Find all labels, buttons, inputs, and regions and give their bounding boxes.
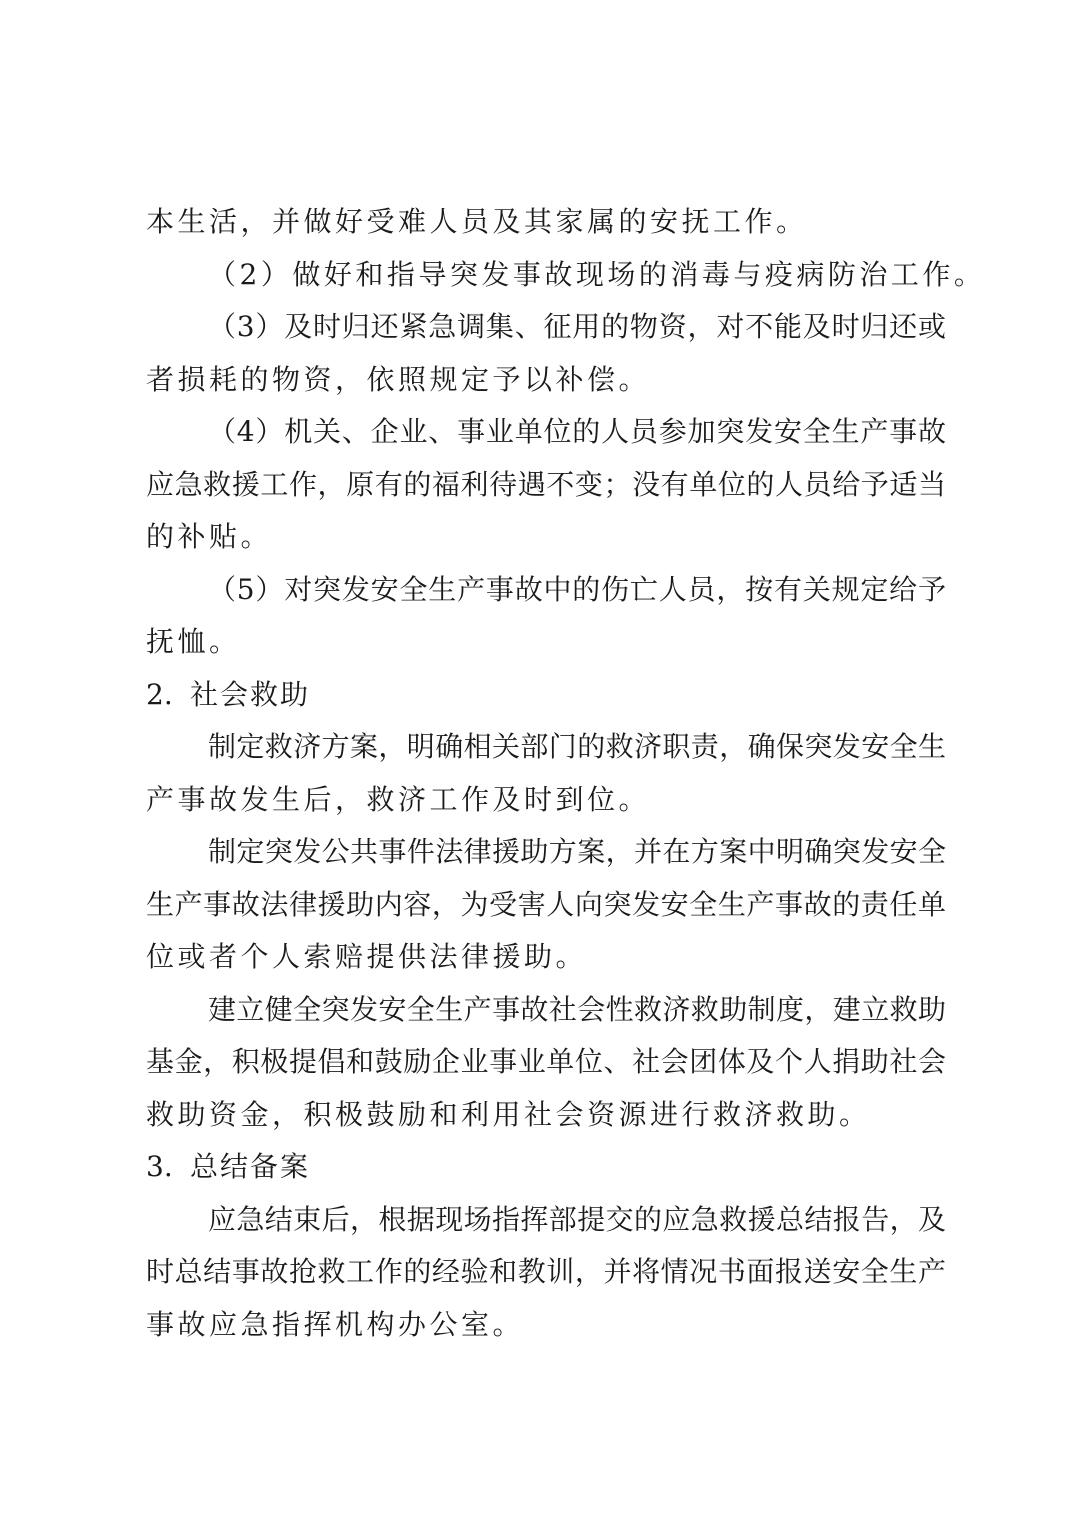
paragraph-line: 产事故发生后，救济工作及时到位。 <box>146 782 651 816</box>
paragraph-line: （4）机关、企业、事业单位的人员参加突发安全生产事故 <box>208 415 946 448</box>
paragraph-line: 的补贴。 <box>146 520 273 553</box>
paragraph-line: （3）及时归还紧急调集、征用的物资，对不能及时归还或 <box>208 310 946 343</box>
paragraph-line: 抚恤。 <box>146 625 241 658</box>
paragraph-line: 应急救援工作，原有的福利待遇不变；没有单位的人员给予适当 <box>146 467 946 501</box>
paragraph-line: 位或者个人索赔提供法律援助。 <box>146 940 588 973</box>
paragraph-line: 应急结束后，根据现场指挥部提交的应急救援总结报告，及 <box>208 1202 946 1236</box>
paragraph-line: 制定突发公共事件法律援助方案，并在方案中明确突发安全 <box>208 835 946 868</box>
paragraph-line: 生产事故法律援助内容，为受害人向突发安全生产事故的责任单 <box>146 887 946 921</box>
paragraph-line: 基金，积极提倡和鼓励企业事业单位、社会团体及个人捐助社会 <box>146 1045 946 1078</box>
paragraph-line: 者损耗的物资，依照规定予以补偿。 <box>146 362 651 396</box>
section-heading-social-aid <box>146 669 946 722</box>
paragraph-line: 时总结事故抢救工作的经验和教训，并将情况书面报送安全生产 <box>146 1255 946 1288</box>
section-heading-summary <box>146 1141 946 1194</box>
section-title: 总结备案 <box>190 1150 311 1183</box>
section-number: 2. <box>146 677 173 711</box>
paragraph-line: 本生活，并做好受难人员及其家属的安抚工作。 <box>146 205 808 238</box>
document-page <box>146 196 986 1351</box>
paragraph-line: 建立健全突发安全生产事故社会性救济救助制度，建立救助 <box>208 992 946 1026</box>
paragraph-line: 事故应急指挥机构办公室。 <box>146 1307 525 1341</box>
paragraph-line: 救助资金，积极鼓励和利用社会资源进行救济救助。 <box>146 1097 871 1131</box>
paragraph-line: （2）做好和指导突发事故现场的消毒与疫病防治工作。 <box>208 257 986 291</box>
paragraph-line: （5）对突发安全生产事故中的伤亡人员，按有关规定给予 <box>208 572 946 606</box>
section-number: 3. <box>146 1150 173 1183</box>
section-title: 社会救助 <box>190 677 311 711</box>
paragraph-line: 制定救济方案，明确相关部门的救济职责，确保突发安全生 <box>208 730 946 763</box>
